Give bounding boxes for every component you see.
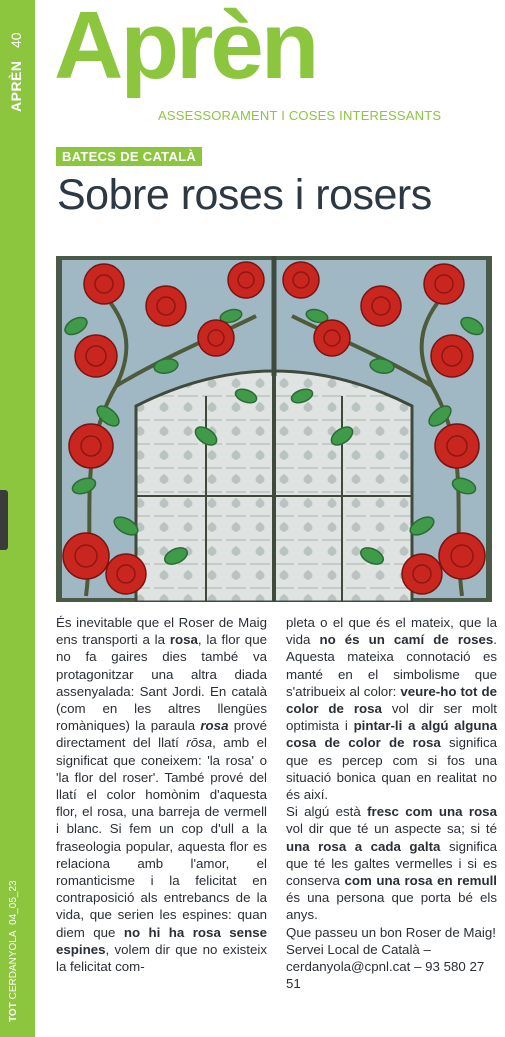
publication-name: TOT [8,1002,19,1022]
article-paragraph: Si algú està fresc com una rosa vol dir que té un aspecte sa; si té una rosa a cada galta significa que té les galtes vermelles i si es conserva com una rosa en remull és una persona que porta bé els anys. [286,804,498,923]
page-number: 40 [8,32,24,48]
publication-footer [8,880,19,1022]
section-title: Aprèn [54,0,317,99]
article-kicker: BATECS DE CATALÀ [56,147,202,166]
article-headline: Sobre roses i rosers [57,171,432,219]
article-paragraph: És inevitable que el Roser de Maig ens transporti a la rosa, la flor que no fa gaires dies també va protagonitzar una altra diada assenyalada: Sant Jordi. En català (com en les altres llengües romàniques) la paraula rosa prové directament del llatí rōsa, amb el significat que coneixem: 'la rosa' o 'la flor del roser'. També prové del llatí el color homònim d'aquesta flor, el rosa, una barreja de vermell i blanc. Si fem un cop d'ull a la fraseologia popular, aquesta flor es relaciona amb l'amor, el romanticisme i la felicitat en contraposició als entrebancs de la vida, que serien les espines: quan diem que no hi ha rosa sense espines, volem dir que no existeix la felicitat com- [56,615,267,975]
sidebar-section-label: APRÈN [8,60,24,112]
article-closing: Que passeu un bon Roser de Maig! [286,924,496,940]
publication-name-rest: CERDANYOLA [8,930,19,1000]
article-signature: Servei Local de Català – cerdanyola@cpnl.cat – 93 580 27 51 [286,941,485,992]
article-column-1 [56,614,267,975]
page-edge-tab [0,490,8,550]
issue-date: 04_05_23 [8,880,19,925]
article-paragraph: pleta o el que és el mateix, que la vida no és un camí de roses. Aquesta mateixa connotació es manté en el simbolisme que s'atribueix al color: veure-ho tot de color de rosa vol dir ser molt optimista i pintar-li a algú alguna cosa de color de rosa significa que es percep com si fos una situació bonica quan en realitat no és així. [286,615,498,803]
section-subtitle: ASSESSORAMENT I COSES INTERESSANTS [158,108,442,123]
stained-glass-photo [56,256,492,602]
article-column-2 [286,614,497,992]
